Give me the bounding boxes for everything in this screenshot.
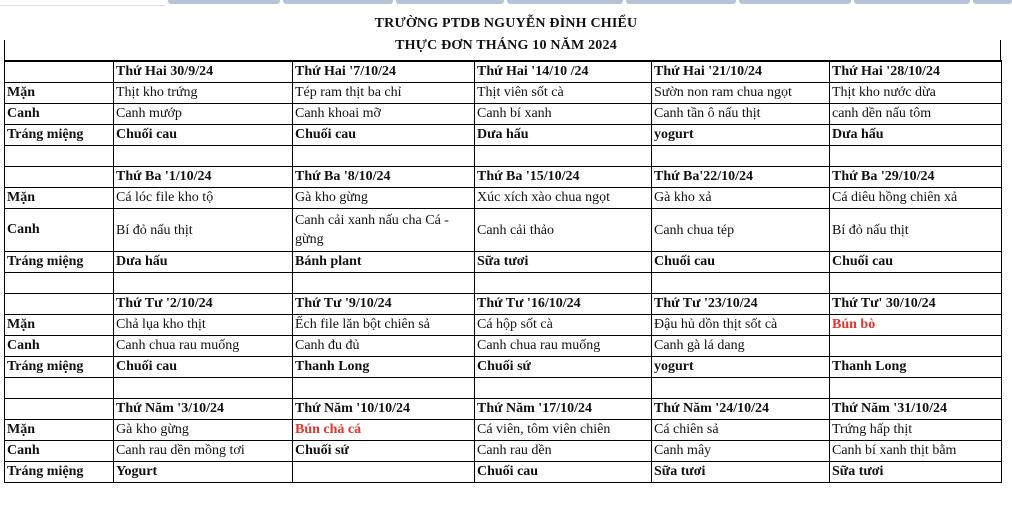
menu-cell[interactable]: Thanh Long [830,357,1002,378]
menu-cell[interactable]: Cá lóc file kho tộ [114,188,293,209]
menu-cell[interactable]: Sườn non ram chua ngọt [652,83,830,104]
spacer-row [5,273,1002,294]
day-header-cell[interactable]: Thứ Ba '29/10/24 [830,167,1002,188]
menu-cell[interactable] [293,462,475,483]
menu-cell[interactable]: Canh chua rau muống [114,336,293,357]
day-header-row [5,294,1002,315]
menu-cell[interactable]: Yogurt [114,462,293,483]
menu-cell[interactable]: Chuối cau [830,252,1002,273]
menu-cell[interactable]: Cá diêu hồng chiên xả [830,188,1002,209]
menu-cell[interactable]: Chuối sứ [475,357,652,378]
empty-cell[interactable] [830,378,1002,399]
menu-cell[interactable] [830,336,1002,357]
sheet-tab[interactable] [396,0,504,4]
empty-cell[interactable] [475,273,652,294]
empty-cell[interactable] [830,146,1002,167]
spacer-row [5,146,1002,167]
empty-cell[interactable] [293,146,475,167]
row-label-cell[interactable]: Mặn [5,315,114,336]
row-label-cell[interactable]: Tráng miệng [5,252,114,273]
day-header-row [5,61,1002,83]
row-label-cell[interactable]: Mặn [5,188,114,209]
menu-cell[interactable]: Dưa hấu [830,125,1002,146]
menu-cell[interactable]: Xúc xích xào chua ngọt [475,188,652,209]
menu-title: THỰC ĐƠN THÁNG 10 NĂM 2024 [395,38,617,53]
menu-cell[interactable]: Canh khoai mỡ [293,104,475,125]
dessert-row [5,357,1002,378]
menu-cell[interactable]: Thịt kho trứng [114,83,293,104]
menu-cell[interactable]: Chuối cau [293,125,475,146]
menu-cell[interactable]: Tép ram thịt ba chỉ [293,83,475,104]
sheet-tab[interactable] [168,0,280,4]
top-strip [0,0,1012,5]
soup-row [5,209,1002,252]
day-header-cell[interactable]: Thứ Hai 30/9/24 [114,61,293,83]
empty-cell[interactable] [652,378,830,399]
spacer-row [5,378,1002,399]
empty-cell[interactable] [652,146,830,167]
menu-cell[interactable]: Cá viên, tôm viên chiên [475,420,652,441]
header-corner-cell [5,399,114,420]
day-header-cell[interactable]: Thứ Ba'22/10/24 [652,167,830,188]
menu-cell[interactable]: Canh rau dền mồng tơi [114,441,293,462]
menu-cell[interactable]: Canh cải xanh nấu cha Cá - gừng [293,209,475,252]
soup-row [5,441,1002,462]
menu-cell[interactable]: Canh bí xanh [475,104,652,125]
row-label-cell[interactable]: Mặn [5,420,114,441]
day-header-cell[interactable]: Thứ Hai '28/10/24 [830,61,1002,83]
day-header-cell[interactable]: Thứ Năm '3/10/24 [114,399,293,420]
empty-cell[interactable] [830,273,1002,294]
school-title: TRƯỜNG PTDB NGUYỄN ĐÌNH CHIỂU [374,16,638,31]
frame-right-border [1000,40,1001,60]
menu-table-body [5,61,1002,483]
day-header-cell[interactable]: Thứ Tư '23/10/24 [652,294,830,315]
menu-cell[interactable]: Gà kho xả [652,188,830,209]
row-label-cell[interactable]: Tráng miệng [5,357,114,378]
day-header-cell[interactable]: Thứ Tư '2/10/24 [114,294,293,315]
menu-cell[interactable]: Sữa tươi [475,252,652,273]
menu-cell[interactable]: Cá chiên sả [652,420,830,441]
dessert-row [5,462,1002,483]
day-header-cell[interactable]: Thứ Tư '9/10/24 [293,294,475,315]
dessert-row [5,125,1002,146]
menu-cell[interactable]: Cá hộp sốt cà [475,315,652,336]
menu-cell[interactable]: Chả lụa kho thịt [114,315,293,336]
sheet-tab[interactable] [739,0,851,4]
sheet-tab[interactable] [973,0,1012,4]
dessert-row [5,252,1002,273]
row-label-cell[interactable]: Canh [5,336,114,357]
day-header-cell[interactable]: Thứ Hai '21/10/24 [652,61,830,83]
day-header-cell[interactable]: Thứ Hai '7/10/24 [293,61,475,83]
main-dish-row [5,188,1002,209]
row-label-cell[interactable]: Mặn [5,83,114,104]
day-header-row [5,167,1002,188]
menu-cell[interactable]: Trứng hấp thịt [830,420,1002,441]
empty-cell[interactable] [293,273,475,294]
row-label-cell[interactable]: Tráng miệng [5,125,114,146]
day-header-cell[interactable]: Thứ Ba '8/10/24 [293,167,475,188]
menu-cell[interactable]: Bún chả cá [293,420,475,441]
day-header-cell[interactable]: Thứ Năm '24/10/24 [652,399,830,420]
empty-cell[interactable] [475,378,652,399]
menu-cell[interactable]: Thanh Long [293,357,475,378]
menu-cell[interactable]: Ếch file lăn bột chiên sả [293,315,475,336]
menu-cell[interactable]: Bí đỏ nấu thịt [830,209,1002,252]
day-header-cell[interactable]: Thứ Ba '15/10/24 [475,167,652,188]
sheet-tab[interactable] [283,0,393,4]
row-label-cell[interactable]: Canh [5,441,114,462]
day-header-cell[interactable]: Thứ Năm '10/10/24 [293,399,475,420]
menu-cell[interactable]: yogurt [652,357,830,378]
menu-cell[interactable]: Canh mây [652,441,830,462]
menu-cell[interactable]: Bún bò [830,315,1002,336]
menu-cell[interactable]: Sữa tươi [652,462,830,483]
menu-cell[interactable]: Canh bí xanh thịt bằm [830,441,1002,462]
day-header-cell[interactable]: Thứ Năm '17/10/24 [475,399,652,420]
sheet-tab[interactable] [507,0,623,4]
soup-row [5,336,1002,357]
empty-cell[interactable] [475,146,652,167]
empty-cell[interactable] [652,273,830,294]
header-corner-cell [5,167,114,188]
menu-cell[interactable]: Đậu hủ dồn thịt sốt cà [652,315,830,336]
sheet-tab[interactable] [854,0,970,4]
menu-cell[interactable]: Canh chua tép [652,209,830,252]
empty-cell[interactable] [293,378,475,399]
menu-cell[interactable]: Canh gà lá dang [652,336,830,357]
menu-cell[interactable]: Thịt viên sốt cà [475,83,652,104]
menu-cell[interactable]: Gà kho gừng [114,420,293,441]
menu-cell[interactable]: Canh đu đủ [293,336,475,357]
day-header-row [5,399,1002,420]
empty-cell[interactable] [114,378,293,399]
menu-cell[interactable]: Canh tần ô nấu thịt [652,104,830,125]
day-header-cell[interactable]: Thứ Ba '1/10/24 [114,167,293,188]
menu-cell[interactable]: Chuối sứ [293,441,475,462]
menu-cell[interactable]: Dưa hấu [475,125,652,146]
menu-cell[interactable]: Sữa tươi [830,462,1002,483]
row-label-cell[interactable]: Canh [5,209,114,252]
menu-cell[interactable]: Canh cải thảo [475,209,652,252]
row-label-cell[interactable]: Canh [5,104,114,125]
frame-left-border [4,40,5,60]
main-dish-row [5,420,1002,441]
menu-cell[interactable]: Chuối cau [475,462,652,483]
day-header-cell[interactable]: Thứ Hai '14/10 /24 [475,61,652,83]
soup-row [5,104,1002,125]
header-corner-cell [5,294,114,315]
menu-cell[interactable]: Thịt kho nước dừa [830,83,1002,104]
menu-cell[interactable]: canh dền nấu tôm [830,104,1002,125]
menu-table [4,60,1002,483]
empty-cell[interactable] [5,146,114,167]
menu-cell[interactable]: Canh mướp [114,104,293,125]
day-header-cell[interactable]: Thứ Tư' 30/10/24 [830,294,1002,315]
main-dish-row [5,83,1002,104]
top-strip-blank [0,0,165,6]
menu-cell[interactable]: Canh chua rau muống [475,336,652,357]
header-corner-cell [5,61,114,83]
day-header-cell[interactable]: Thứ Năm '31/10/24 [830,399,1002,420]
sheet-tab[interactable] [626,0,736,4]
menu-cell[interactable]: Bánh plant [293,252,475,273]
empty-cell[interactable] [5,378,114,399]
menu-cell[interactable]: Dưa hấu [114,252,293,273]
empty-cell[interactable] [114,146,293,167]
menu-cell[interactable]: Canh rau dền [475,441,652,462]
menu-cell[interactable]: Chuối cau [652,252,830,273]
menu-cell[interactable]: Chuối cau [114,357,293,378]
empty-cell[interactable] [5,273,114,294]
menu-cell[interactable]: Chuối cau [114,125,293,146]
menu-cell[interactable]: Gà kho gừng [293,188,475,209]
menu-cell[interactable]: Bí đỏ nấu thịt [114,209,293,252]
menu-cell[interactable]: yogurt [652,125,830,146]
day-header-cell[interactable]: Thứ Tư '16/10/24 [475,294,652,315]
main-dish-row [5,315,1002,336]
empty-cell[interactable] [114,273,293,294]
row-label-cell[interactable]: Tráng miệng [5,462,114,483]
